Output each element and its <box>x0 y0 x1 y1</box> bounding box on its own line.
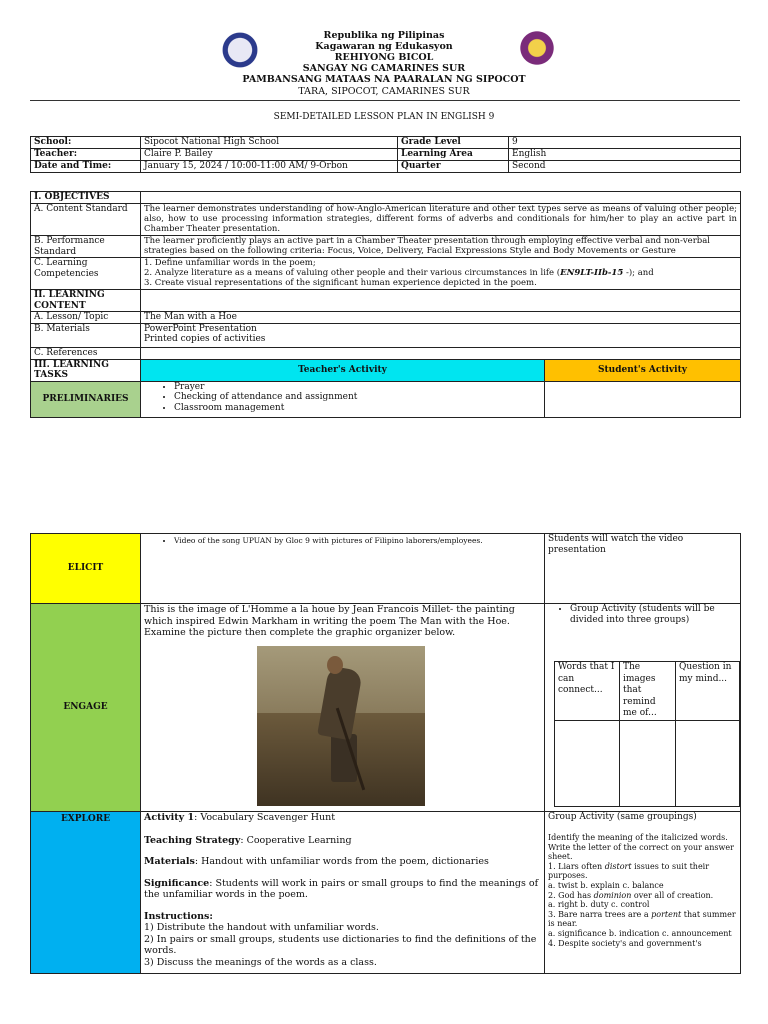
competencies-label: C. Learning Competencies <box>31 258 141 290</box>
materials-line: Materials: Handout with unfamiliar words from the poem, dictionaries <box>144 856 489 867</box>
elicit-teacher <box>141 534 545 604</box>
question-2-options: a. right b. duty c. control <box>548 900 650 910</box>
instruction-1: 1) Distribute the handout with unfamiliar words. <box>144 922 379 933</box>
school-label: School: <box>31 137 141 149</box>
teacher-value: Claire P. Bailey <box>141 149 398 161</box>
explore-teacher <box>141 812 545 974</box>
quarter-value: Second <box>509 161 741 173</box>
competencies-text <box>141 258 741 290</box>
date-value: January 15, 2024 / 10:00-11:00 AM/ 9-Orbon <box>141 161 398 173</box>
significance-line: Significance: Students will work in pairs or small groups to find the meanings of the unfamiliar words in the poem. <box>144 877 539 900</box>
header-address: TARA, SIPOCOT, CAMARINES SUR <box>298 86 470 97</box>
quarter-label: Quarter <box>398 161 509 173</box>
question-1-options: a. twist b. explain c. balance <box>548 880 664 890</box>
competency-2: 2. Analyze literature as a means of valuing other people and their various circumstances in life (EN9LT-IIb-15 -); and <box>144 268 654 278</box>
instructions-heading: Instructions: <box>144 910 213 922</box>
competency-1: 1. Define unfamiliar words in the poem; <box>144 258 316 268</box>
content-standard-text: The learner demonstrates understanding of how-Anglo-American literature and other text types serve as means of valuing other people; also, how to use processing information strategies, different forms of adverbs and conditionals for him/her to play an active part in Chamber Theater presentation. <box>141 204 741 236</box>
date-label: Date and Time: <box>31 161 141 173</box>
area-value: English <box>509 149 741 161</box>
question-2: 2. God has dominion over all of creation. <box>548 890 714 900</box>
material-2: Printed copies of activities <box>144 334 266 344</box>
organizer-cell[interactable] <box>620 720 676 806</box>
header-divider <box>30 100 740 101</box>
organizer-cell[interactable] <box>676 720 740 806</box>
organizer-cell[interactable] <box>555 720 620 806</box>
materials-value <box>141 323 741 347</box>
topic-value: The Man with a Hoe <box>141 312 741 324</box>
explore-student-title: Group Activity (same groupings) <box>548 812 697 822</box>
info-table <box>30 136 741 173</box>
learning-tasks-heading: III. LEARNING TASKS <box>31 359 141 381</box>
teacher-activity-header: Teacher's Activity <box>141 359 545 381</box>
prelim-item: • Prayer <box>174 382 541 393</box>
organizer-header-question: Question in my mind... <box>676 662 740 721</box>
millet-painting-image <box>257 646 425 806</box>
grade-value: 9 <box>509 137 741 149</box>
header-division: SANGAY NG CAMARINES SUR <box>302 63 466 74</box>
header-school: PAMBANSANG MATAAS NA PAARALAN NG SIPOCOT <box>242 74 526 85</box>
performance-standard-label: B. Performance Standard <box>31 236 141 258</box>
elicit-item: • Video of the song UPUAN by Gloc 9 with pictures of Filipino laborers/employees. <box>174 536 541 545</box>
teacher-label: Teacher: <box>31 149 141 161</box>
engage-label: ENGAGE <box>31 604 141 812</box>
question-4: 4. Despite society's and government's <box>548 938 702 948</box>
explore-student <box>545 812 741 974</box>
engage-student-item: • Group Activity (students will be divided into three groups) <box>570 604 737 626</box>
question-1: 1. Liars often distort issues to suit their purposes. <box>548 861 710 881</box>
activity-title: Activity 1: Vocabulary Scavenger Hunt <box>144 812 336 823</box>
engage-instructions: This is the image of L'Homme a la houe by Jean Francois Millet- the painting which inspired Edwin Markham in writing the poem The Man with the Hoe. Examine the picture then complete the graphic organizer below. <box>144 604 515 638</box>
material-1: PowerPoint Presentation <box>144 323 257 334</box>
grade-label: Grade Level <box>398 137 509 149</box>
graphic-organizer <box>554 661 740 807</box>
preliminaries-teacher <box>141 381 545 417</box>
preliminaries-label: PRELIMINARIES <box>31 381 141 417</box>
explore-student-intro: Identify the meaning of the italicized words. Write the letter of the correct on your answer sheet. <box>548 833 734 862</box>
elicit-student: Students will watch the video presentation <box>545 534 741 604</box>
organizer-header-words: Words that I can connect... <box>555 662 620 721</box>
learning-content-heading: II. LEARNING CONTENT <box>31 290 141 312</box>
header-region: REHIYONG BICOL <box>334 52 434 63</box>
question-3: 3. Bare narra trees are a portent that summer is near. <box>548 909 736 929</box>
references-label: C. References <box>31 347 141 359</box>
preliminaries-student <box>545 381 741 417</box>
teaching-strategy: Teaching Strategy: Cooperative Learning <box>144 834 352 846</box>
plan-table <box>30 191 741 418</box>
question-3-options: a. significance b. indication c. announcement <box>548 928 732 938</box>
competency-3: 3. Create visual representations of the significant human experience depicted in the poem. <box>144 278 537 288</box>
competency-code: EN9LT-IIb-15 <box>560 268 624 278</box>
explore-label: EXPLORE <box>31 812 141 974</box>
prelim-item: • Checking of attendance and assignment <box>174 392 541 403</box>
performance-standard-text: The learner proficiently plays an active part in a Chamber Theater presentation through employing effective verbal and non-verbal strategies based on the following criteria: Focus, Voice, Delivery, Facial Expressions Style and Body Movements or Gesture <box>141 236 741 258</box>
prelim-item: • Classroom management <box>174 403 541 414</box>
topic-label: A. Lesson/ Topic <box>31 312 141 324</box>
content-standard-label: A. Content Standard <box>31 204 141 236</box>
instruction-3: 3) Discuss the meanings of the words as a class. <box>144 956 377 968</box>
objectives-heading: I. OBJECTIVES <box>31 192 141 204</box>
instruction-2: 2) In pairs or small groups, students use dictionaries to find the definitions of the words. <box>144 933 537 956</box>
header-republic: Republika ng Pilipinas <box>323 30 445 41</box>
materials-label: B. Materials <box>31 323 141 347</box>
document-title: SEMI-DETAILED LESSON PLAN IN ENGLISH 9 <box>273 112 495 122</box>
student-activity-header: Student's Activity <box>545 359 741 381</box>
school-value: Sipocot National High School <box>141 137 398 149</box>
elicit-label: ELICIT <box>31 534 141 604</box>
header-department: Kagawaran ng Edukasyon <box>315 41 453 52</box>
area-label: Learning Area <box>398 149 509 161</box>
organizer-header-images: The images that remind me of... <box>620 662 676 721</box>
